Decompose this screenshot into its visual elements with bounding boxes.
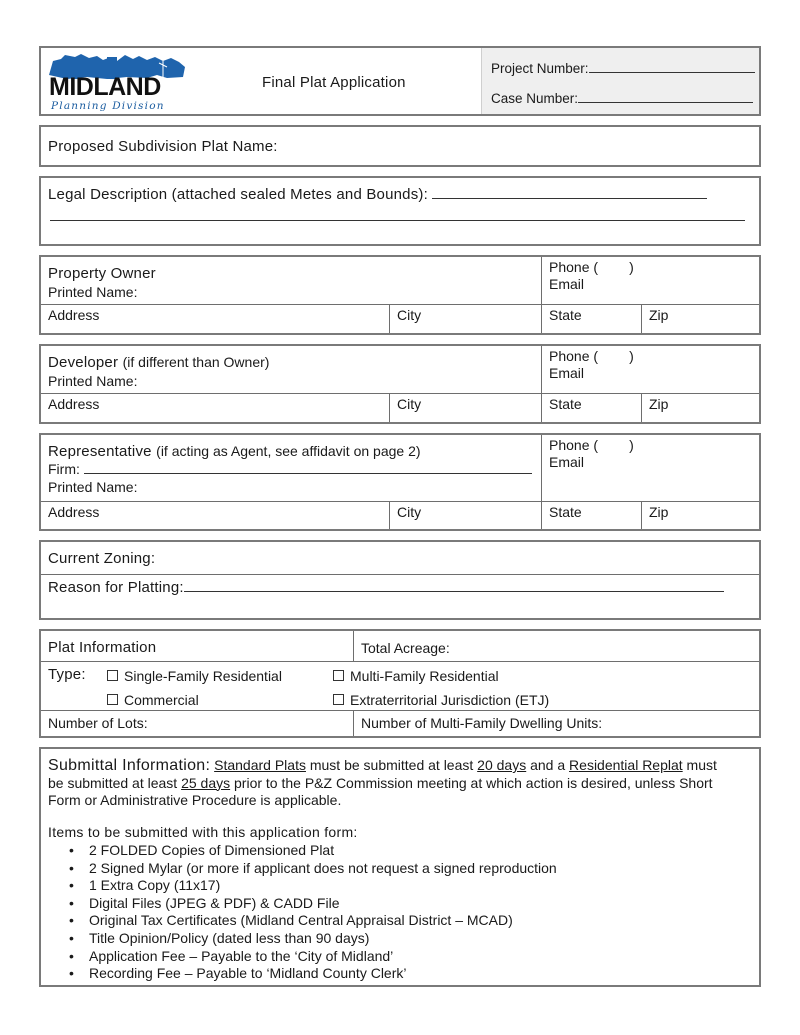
items-heading: Items to be submitted with this application form: [48, 824, 358, 840]
representative-printed-name-label: Printed Name: [48, 479, 138, 495]
legal-description-blank-1[interactable] [432, 198, 707, 199]
list-item: • Original Tax Certificates (Midland Central Appraisal District – MCAD) [41, 912, 741, 930]
developer-address-label: Address [48, 396, 100, 412]
commercial-checkbox[interactable] [107, 694, 118, 705]
submittal-paragraph [48, 757, 748, 810]
single-family-label: Single-Family Residential [124, 668, 282, 684]
legal-description-blank-2[interactable] [50, 220, 745, 221]
submittal-text: be submitted at least [48, 774, 182, 791]
list-item: • Title Opinion/Policy (dated less than 90 days) [41, 930, 741, 948]
owner-phone-label: Phone ( ) [549, 259, 634, 275]
logo-subtitle: Planning Division [51, 100, 165, 112]
project-number-field[interactable] [491, 61, 755, 76]
form-title: Final Plat Application [262, 74, 406, 91]
type-option-single-family[interactable] [107, 668, 282, 684]
submittal-text: prior to the P&Z Commission meeting at which action is desired, unless Short [230, 774, 713, 791]
number-of-lots-label: Number of Lots: [48, 715, 148, 731]
list-item: • 2 FOLDED Copies of Dimensioned Plat [41, 842, 741, 860]
submittal-information-section [39, 747, 761, 987]
legal-description-label: Legal Description (attached sealed Metes and Bounds): [48, 186, 428, 203]
current-zoning-label: Current Zoning: [48, 550, 156, 567]
project-number-label: Project Number: [491, 61, 589, 76]
standard-plats-text: Standard Plats [214, 757, 306, 773]
type-label: Type: [48, 666, 86, 683]
reason-for-platting-field[interactable] [48, 579, 724, 596]
plat-name-label: Proposed Subdivision Plat Name: [48, 138, 278, 155]
twenty-five-days-text: 25 days [181, 774, 231, 791]
owner-city-label: City [397, 307, 422, 323]
dwelling-units-label: Number of Multi-Family Dwelling Units: [361, 715, 603, 731]
reason-for-platting-blank[interactable] [184, 591, 724, 592]
representative-zip-label: Zip [649, 504, 669, 520]
submittal-text: and a [526, 757, 570, 773]
list-item: • Application Fee – Payable to the ‘City of Midland’ [41, 948, 741, 966]
office-use-panel [481, 48, 759, 114]
submittal-text: Form or Administrative Procedure is applicable. [48, 792, 342, 809]
list-item: • 2 Signed Mylar (or more if applicant does not request a signed reproduction [41, 860, 741, 878]
owner-printed-name-label: Printed Name: [48, 284, 138, 300]
owner-address-label: Address [48, 307, 100, 323]
representative-city-label: City [397, 504, 422, 520]
list-item: • 1 Extra Copy (11x17) [41, 877, 741, 895]
representative-email-label: Email [549, 454, 585, 470]
list-item: • Digital Files (JPEG & PDF) & CADD File [41, 895, 741, 913]
representative-phone-label: Phone ( ) [549, 437, 634, 453]
representative-state-label: State [549, 504, 582, 520]
type-option-commercial[interactable] [107, 692, 199, 708]
project-number-blank[interactable] [589, 72, 755, 73]
property-owner-section [39, 255, 761, 335]
type-option-multi-family[interactable] [333, 668, 499, 684]
list-item: • Recording Fee – Payable to ‘Midland County Clerk’ [41, 965, 741, 983]
representative-title: Representative [48, 443, 152, 460]
representative-section [39, 433, 761, 531]
developer-zip-label: Zip [649, 396, 669, 412]
representative-firm-field[interactable] [48, 461, 532, 477]
logo-wordmark: MIDLAND [49, 73, 161, 101]
commercial-label: Commercial [124, 692, 199, 708]
submittal-text: must be submitted at least [305, 757, 478, 773]
owner-email-label: Email [549, 276, 585, 292]
residential-replat-text: Residential Replat [569, 757, 683, 773]
representative-address-label: Address [48, 504, 100, 520]
multi-family-label: Multi-Family Residential [350, 668, 499, 684]
developer-section [39, 344, 761, 424]
developer-city-label: City [397, 396, 422, 412]
total-acreage-label: Total Acreage: [361, 640, 450, 656]
owner-state-label: State [549, 307, 582, 323]
etj-label: Extraterritorial Jurisdiction (ETJ) [350, 692, 550, 708]
type-option-etj[interactable] [333, 692, 549, 708]
representative-title-note: (if acting as Agent, see affidavit on page 2) [156, 443, 421, 459]
multi-family-checkbox[interactable] [333, 670, 344, 681]
twenty-days-text: 20 days [477, 757, 527, 773]
plat-information-section [39, 629, 761, 738]
midland-logo [47, 51, 187, 113]
submittal-title: Submittal Information: [48, 757, 211, 774]
developer-email-label: Email [549, 365, 585, 381]
developer-title-note: (if different than Owner) [122, 354, 270, 370]
owner-title: Property Owner [48, 265, 156, 282]
plat-information-title: Plat Information [48, 639, 157, 656]
etj-checkbox[interactable] [333, 694, 344, 705]
case-number-blank[interactable] [578, 102, 753, 103]
developer-phone-label: Phone ( ) [549, 348, 634, 364]
case-number-field[interactable] [491, 91, 753, 106]
legal-description-section[interactable] [39, 176, 761, 246]
plat-name-section[interactable] [39, 125, 761, 167]
owner-zip-label: Zip [649, 307, 669, 323]
single-family-checkbox[interactable] [107, 670, 118, 681]
submittal-items-list [41, 842, 741, 983]
representative-firm-blank[interactable] [84, 473, 532, 474]
zoning-section [39, 540, 761, 620]
developer-printed-name-label: Printed Name: [48, 373, 138, 389]
developer-title: Developer [48, 354, 119, 371]
reason-for-platting-label: Reason for Platting: [48, 579, 184, 596]
case-number-label: Case Number: [491, 91, 579, 106]
developer-state-label: State [549, 396, 582, 412]
form-header [39, 46, 761, 116]
submittal-text: must [682, 757, 717, 773]
representative-firm-label: Firm: [48, 461, 80, 477]
